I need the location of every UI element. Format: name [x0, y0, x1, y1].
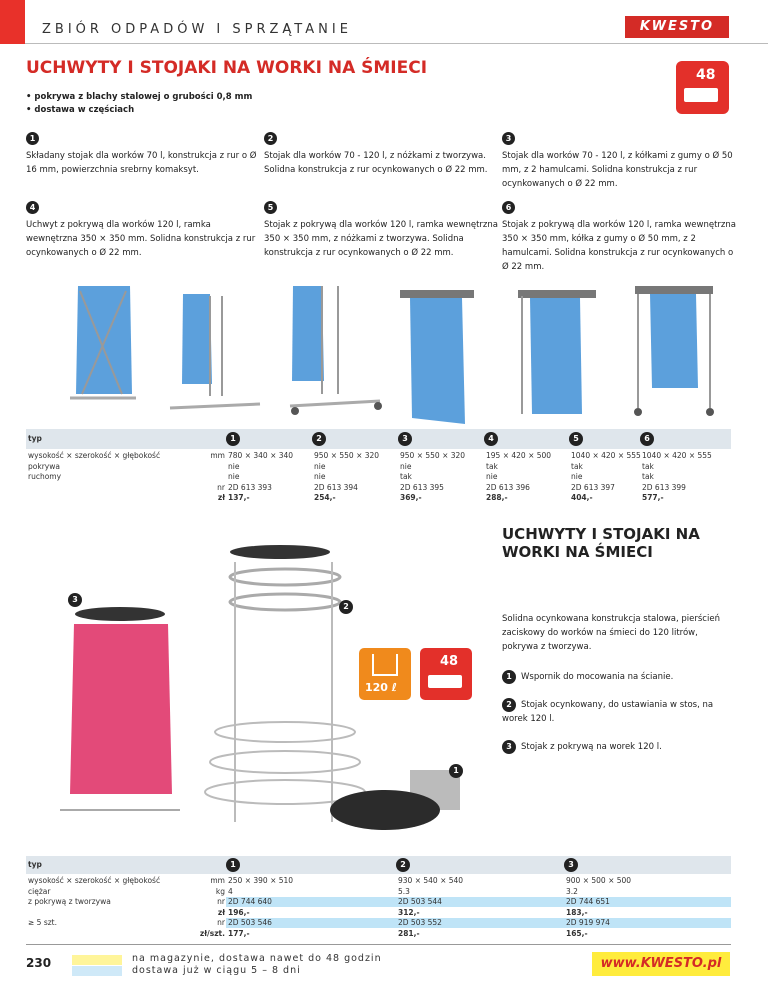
cell: tak: [642, 472, 654, 481]
item-text: Stojak z pokrywą dla worków 120 l, ramka wewnętrzna 350 × 350 mm, kółka z gumy o Ø 50 mm, z 2 hamulcami. Solidna konstrukcja z rur ocynkowanych o Ø 22 mm.: [502, 220, 736, 272]
number-badge: 4: [26, 201, 39, 214]
item-text: Stojak dla worków 70 - 120 l, z kółkami z gumy o Ø 50 mm, z 2 hamulcami. Solidna konstrukcja z rur ocynkowanych o Ø 22 mm.: [502, 151, 733, 189]
row-label: z pokrywą z tworzywa: [28, 897, 111, 906]
volume-badge: [359, 648, 411, 700]
point-3: [502, 740, 732, 754]
product-image-3: [290, 286, 382, 415]
col-number: 5: [569, 432, 583, 446]
callout-1: 1: [449, 764, 463, 778]
cell: nie: [486, 472, 498, 481]
row-labels: [28, 876, 160, 929]
product-photos: [60, 276, 740, 424]
page-number: 230: [26, 956, 52, 970]
table1-col-2: [314, 451, 379, 504]
cell: 2D 919 974: [566, 918, 610, 927]
unit: mm: [210, 876, 225, 885]
point-1: [502, 670, 732, 684]
product-image-1: [70, 286, 136, 398]
number-badge: 6: [502, 201, 515, 214]
cell: 2D 503 544: [398, 897, 442, 906]
cell: 2D 503 546: [228, 918, 272, 927]
section2-photo: [40, 532, 480, 850]
product-image-4: [400, 290, 474, 424]
feature-list: [26, 91, 252, 117]
cell: 900 × 500 × 500: [566, 876, 632, 885]
price: 312,-: [398, 907, 420, 917]
section2-title: [502, 525, 700, 561]
col-number: 3: [564, 858, 578, 872]
product-image-5: [518, 290, 596, 414]
col-number: 4: [484, 432, 498, 446]
wall-bracket: [330, 770, 460, 830]
point-2: [502, 698, 722, 726]
truck-icon: [684, 88, 718, 102]
cell: 2D 613 399: [642, 482, 686, 492]
table1-col-5: [571, 451, 641, 504]
number-badge: 2: [502, 698, 516, 712]
table1-col-6: [642, 451, 712, 504]
col-number: 2: [312, 432, 326, 446]
footer-divider: [26, 944, 731, 945]
cell: 930 × 540 × 540: [398, 876, 464, 885]
number-badge: 2: [264, 132, 277, 145]
price: 369,-: [400, 493, 422, 502]
point-text: Stojak z pokrywą na worek 120 l.: [521, 742, 662, 752]
cell: 1040 × 420 × 555: [642, 451, 712, 460]
number-badge: 3: [502, 132, 515, 145]
item-desc-6: [502, 201, 738, 274]
unit: kg: [215, 886, 225, 896]
delivery-48h-badge-2: [420, 648, 472, 700]
price: 196,-: [228, 907, 250, 917]
unit-labels: [198, 451, 225, 504]
price: 165,-: [566, 928, 588, 938]
highlight-row: [226, 897, 731, 907]
col-number: 3: [398, 432, 412, 446]
delivery-48h-badge: [676, 61, 729, 114]
legend-line: na magazynie, dostawa nawet do 48 godzin: [132, 953, 382, 964]
cell: nie: [314, 472, 326, 481]
section-title: ZBIÓR ODPADÓW I SPRZĄTANIE: [42, 22, 352, 37]
price: 281,-: [398, 928, 420, 938]
number-badge: 3: [502, 740, 516, 754]
number-badge: 5: [264, 201, 277, 214]
item-desc-3: [502, 132, 738, 191]
unit: nr: [217, 897, 225, 906]
point-text: Stojak ocynkowany, do ustawiania w stos, na worek 120 l.: [502, 700, 714, 724]
price: 577,-: [642, 493, 664, 502]
row-label: wysokość × szerokość × głębokość: [28, 451, 161, 460]
badge-label: 48: [440, 654, 459, 669]
item-text: Uchwyt z pokrywą dla worków 120 l, ramka wewnętrzna 350 × 350 mm. Solidna konstrukcja z rur ocynkowanych o Ø 22 mm.: [26, 220, 256, 258]
cell: tak: [400, 472, 412, 481]
cell: nie: [228, 472, 240, 481]
price: 254,-: [314, 493, 336, 502]
price: 183,-: [566, 907, 588, 917]
feature-item: • pokrywa z blachy stalowej o grubości 0,8 mm: [26, 92, 253, 102]
cell: 3.2: [566, 886, 578, 896]
row-label: ruchomy: [28, 472, 62, 481]
stack-stands: [205, 545, 365, 822]
title-line: UCHWYTY I STOJAKI NA: [502, 525, 700, 543]
delivery-legend: [132, 953, 382, 977]
item-desc-4: [26, 201, 262, 260]
website-link[interactable]: www.KWESTO.pl: [592, 952, 730, 976]
col-number: 1: [226, 432, 240, 446]
table1-typ: typ: [28, 434, 42, 443]
product-image-6: [634, 286, 714, 416]
table2-typ: typ: [28, 860, 42, 869]
cell: tak: [642, 461, 654, 471]
table1-col-3: [400, 451, 465, 504]
col-number: 2: [396, 858, 410, 872]
unit: zł: [217, 907, 225, 917]
cell: 780 × 340 × 340: [228, 451, 294, 460]
cell: nie: [314, 461, 326, 471]
table2-col-2: [398, 876, 463, 939]
highlight-row: [226, 918, 731, 928]
row-label: wysokość × szerokość × głębokość: [28, 876, 161, 885]
col-number: 6: [640, 432, 654, 446]
unit: mm: [210, 451, 225, 460]
header-divider: [25, 43, 768, 44]
item-desc-2: [264, 132, 500, 177]
row-labels: [28, 451, 160, 483]
cell: 950 × 550 × 320: [314, 451, 380, 460]
item-desc-1: [26, 132, 262, 177]
legend-line: dostawa już w ciągu 5 – 8 dni: [132, 965, 301, 976]
cell: 2D 744 651: [566, 897, 610, 906]
number-badge: 1: [502, 670, 516, 684]
item-text: Stojak z pokrywą dla worków 120 l, ramka wewnętrzna 350 × 350 mm, z nóżkami z tworzywa. Solidna konstrukcja z rur ocynkowanych o Ø 22 mm.: [264, 220, 498, 258]
cell: 5.3: [398, 886, 410, 896]
point-text: Wspornik do mocowania na ścianie.: [521, 672, 674, 682]
cell: 4: [228, 886, 233, 896]
price: 177,-: [228, 928, 250, 938]
legend-yellow: [72, 955, 122, 965]
cell: nie: [228, 461, 240, 471]
unit: nr: [217, 482, 225, 492]
table1-col-1: [228, 451, 293, 504]
cell: 2D 613 393: [228, 482, 272, 492]
cell: 1040 × 420 × 555: [571, 451, 641, 460]
table2-col-3: [566, 876, 631, 939]
product-image-2: [170, 294, 260, 408]
number-badge: 1: [26, 132, 39, 145]
unit: zł: [217, 493, 225, 502]
unit: zł/szt.: [199, 928, 225, 938]
cell: 2D 613 394: [314, 482, 358, 492]
bin-icon: [372, 654, 398, 676]
price: 288,-: [486, 493, 508, 502]
table1-header: [26, 429, 731, 449]
cell: 2D 613 395: [400, 482, 444, 492]
cell: tak: [486, 461, 498, 471]
cell: 250 × 390 × 510: [228, 876, 294, 885]
cell: 950 × 550 × 320: [400, 451, 466, 460]
table2-col-1: [228, 876, 293, 939]
cell: nie: [400, 461, 412, 471]
cell: 2D 613 396: [486, 482, 530, 492]
cell: nie: [571, 472, 583, 481]
price: 137,-: [228, 493, 250, 502]
pink-bag-stand: [60, 607, 180, 810]
legend-blue: [72, 966, 122, 976]
row-label: pokrywa: [28, 461, 60, 471]
item-text: Stojak dla worków 70 - 120 l, z nóżkami z tworzywa. Solidna konstrukcja z rur ocynkowanych o Ø 22 mm.: [264, 151, 488, 175]
section2-description: Solidna ocynkowana konstrukcja stalowa, pierścień zaciskowy do worków na śmieci do 120 litrów, pokrywa z tworzywa.: [502, 614, 720, 652]
feature-item: • dostawa w częściach: [26, 105, 135, 115]
truck-icon: [428, 675, 462, 688]
cell: 2D 744 640: [228, 897, 272, 906]
cell: 195 × 420 × 500: [486, 451, 552, 460]
callout-3: 3: [68, 593, 82, 607]
item-text: Składany stojak dla worków 70 l, konstrukcja z rur o Ø 16 mm, powierzchnia srebrny komaksyt.: [26, 151, 257, 175]
cell: tak: [571, 461, 583, 471]
title-line: WORKI NA ŚMIECI: [502, 543, 653, 561]
unit: nr: [217, 918, 225, 927]
unit-labels: [186, 876, 225, 939]
item-desc-5: [264, 201, 500, 260]
col-number: 1: [226, 858, 240, 872]
table2-header: [26, 856, 731, 874]
row-label: ≥ 5 szt.: [28, 918, 57, 927]
callout-2: 2: [339, 600, 353, 614]
price: 404,-: [571, 493, 593, 502]
brand-logo[interactable]: KWESTO: [625, 16, 729, 38]
cell: 2D 503 552: [398, 918, 442, 927]
table1-col-4: [486, 451, 551, 504]
badge-label: 48: [696, 67, 716, 83]
red-tab: [0, 0, 25, 44]
row-label: ciężar: [28, 886, 51, 896]
volume-label: 120 ℓ: [365, 681, 397, 694]
cell: 2D 613 397: [571, 482, 615, 492]
page-title: UCHWYTY I STOJAKI NA WORKI NA ŚMIECI: [26, 58, 428, 78]
